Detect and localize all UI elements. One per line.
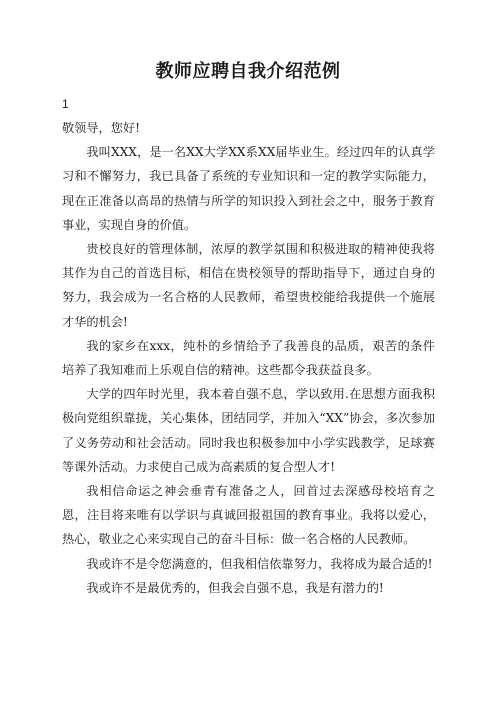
section-number: 1	[62, 97, 69, 111]
greeting-paragraph: 敬领导，您好!	[62, 121, 141, 135]
body-paragraph: 我或许不是最优秀的，但我会自强不息，我是有潜力的!	[86, 580, 384, 595]
body-paragraph: 大学的四年时光里，我本着自强不息，学以致用.在思想方面我积极向党组织靠拢，关心集体，团结同学，并加入“XX”协会，多次参加了义务劳动和社会活动。同时我也积极参加中小学实践教学，足球赛等课外活动。力求使自己成为高素质的复合型人才!	[62, 387, 435, 474]
body-paragraph: 我相信命运之神会垂青有准备之人，回首过去深感母校培育之恩，注目将来唯有以学识与真诚回报祖国的教育事业。我将以爱心，热心，敬业之心来实现自己的奋斗目标：做一名合格的人民教师。	[62, 484, 435, 547]
document-title: 教师应聘自我介绍范例	[155, 61, 341, 82]
document-body	[62, 116, 435, 600]
body-paragraph: 我叫XXX，是一名XX大学XX系XX届毕业生。经过四年的认真学习和不懈努力，我已具备了系统的专业知识和一定的教学实际能力，现在正准备以高昂的热情与所学的知识投入到社会之中，服务于教育事业，实现自身的价值。	[62, 145, 435, 232]
body-paragraph: 贵校良好的管理体制，浓厚的教学氛围和积极进取的精神使我将其作为自己的首选目标，相信在贵校领导的帮助指导下，通过自身的努力，我会成为一名合格的人民教师，希望贵校能给我提供一个施展才华的机会!	[62, 242, 435, 329]
body-paragraph: 我或许不是令您满意的，但我相信依靠努力，我将成为最合适的!	[86, 556, 433, 571]
body-paragraph: 我的家乡在xxx，纯朴的乡情给予了我善良的品质，艰苦的条件培养了我知难而上乐观自信的精神。这些都令我获益良多。	[62, 338, 435, 378]
